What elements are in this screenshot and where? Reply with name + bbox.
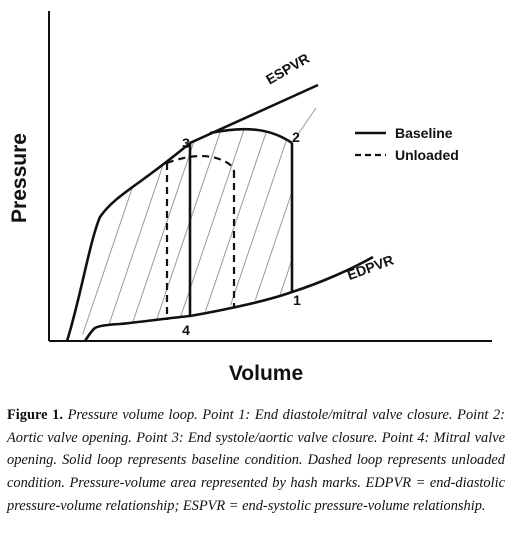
baseline-loop-top xyxy=(210,129,292,143)
legend xyxy=(355,125,459,163)
point-2-label: 2 xyxy=(292,129,300,145)
legend-unloaded-label: Unloaded xyxy=(395,147,459,163)
point-4-label: 4 xyxy=(182,322,190,338)
point-1-label: 1 xyxy=(293,292,301,308)
edpvr-label: EDPVR xyxy=(344,251,396,284)
espvr-label: ESPVR xyxy=(262,49,313,88)
x-axis-label: Volume xyxy=(228,362,304,385)
edpvr-left-segment xyxy=(85,328,95,341)
figure-caption xyxy=(7,404,505,518)
legend-baseline-label: Baseline xyxy=(395,125,453,141)
y-axis-label: Pressure xyxy=(8,133,31,223)
caption-figure-label: Figure 1. xyxy=(7,407,63,423)
point-3-label: 3 xyxy=(182,135,190,151)
unloaded-loop-top xyxy=(167,156,234,171)
hash-marks xyxy=(28,50,409,360)
caption-text: Pressure volume loop. Point 1: End diastole/mitral valve closure. Point 2: Aortic valve opening. Point 3: End systole/aortic valve closure. Point 4: Mitral valve opening. Solid loop represents baseline condition. Dashed loop represents unloaded condition. Pressure-volume area represented by hash marks. EDPVR = end-diastolic pressure-volume relationship; ESPVR = end-systolic pressure-volume relationship. xyxy=(7,407,505,514)
